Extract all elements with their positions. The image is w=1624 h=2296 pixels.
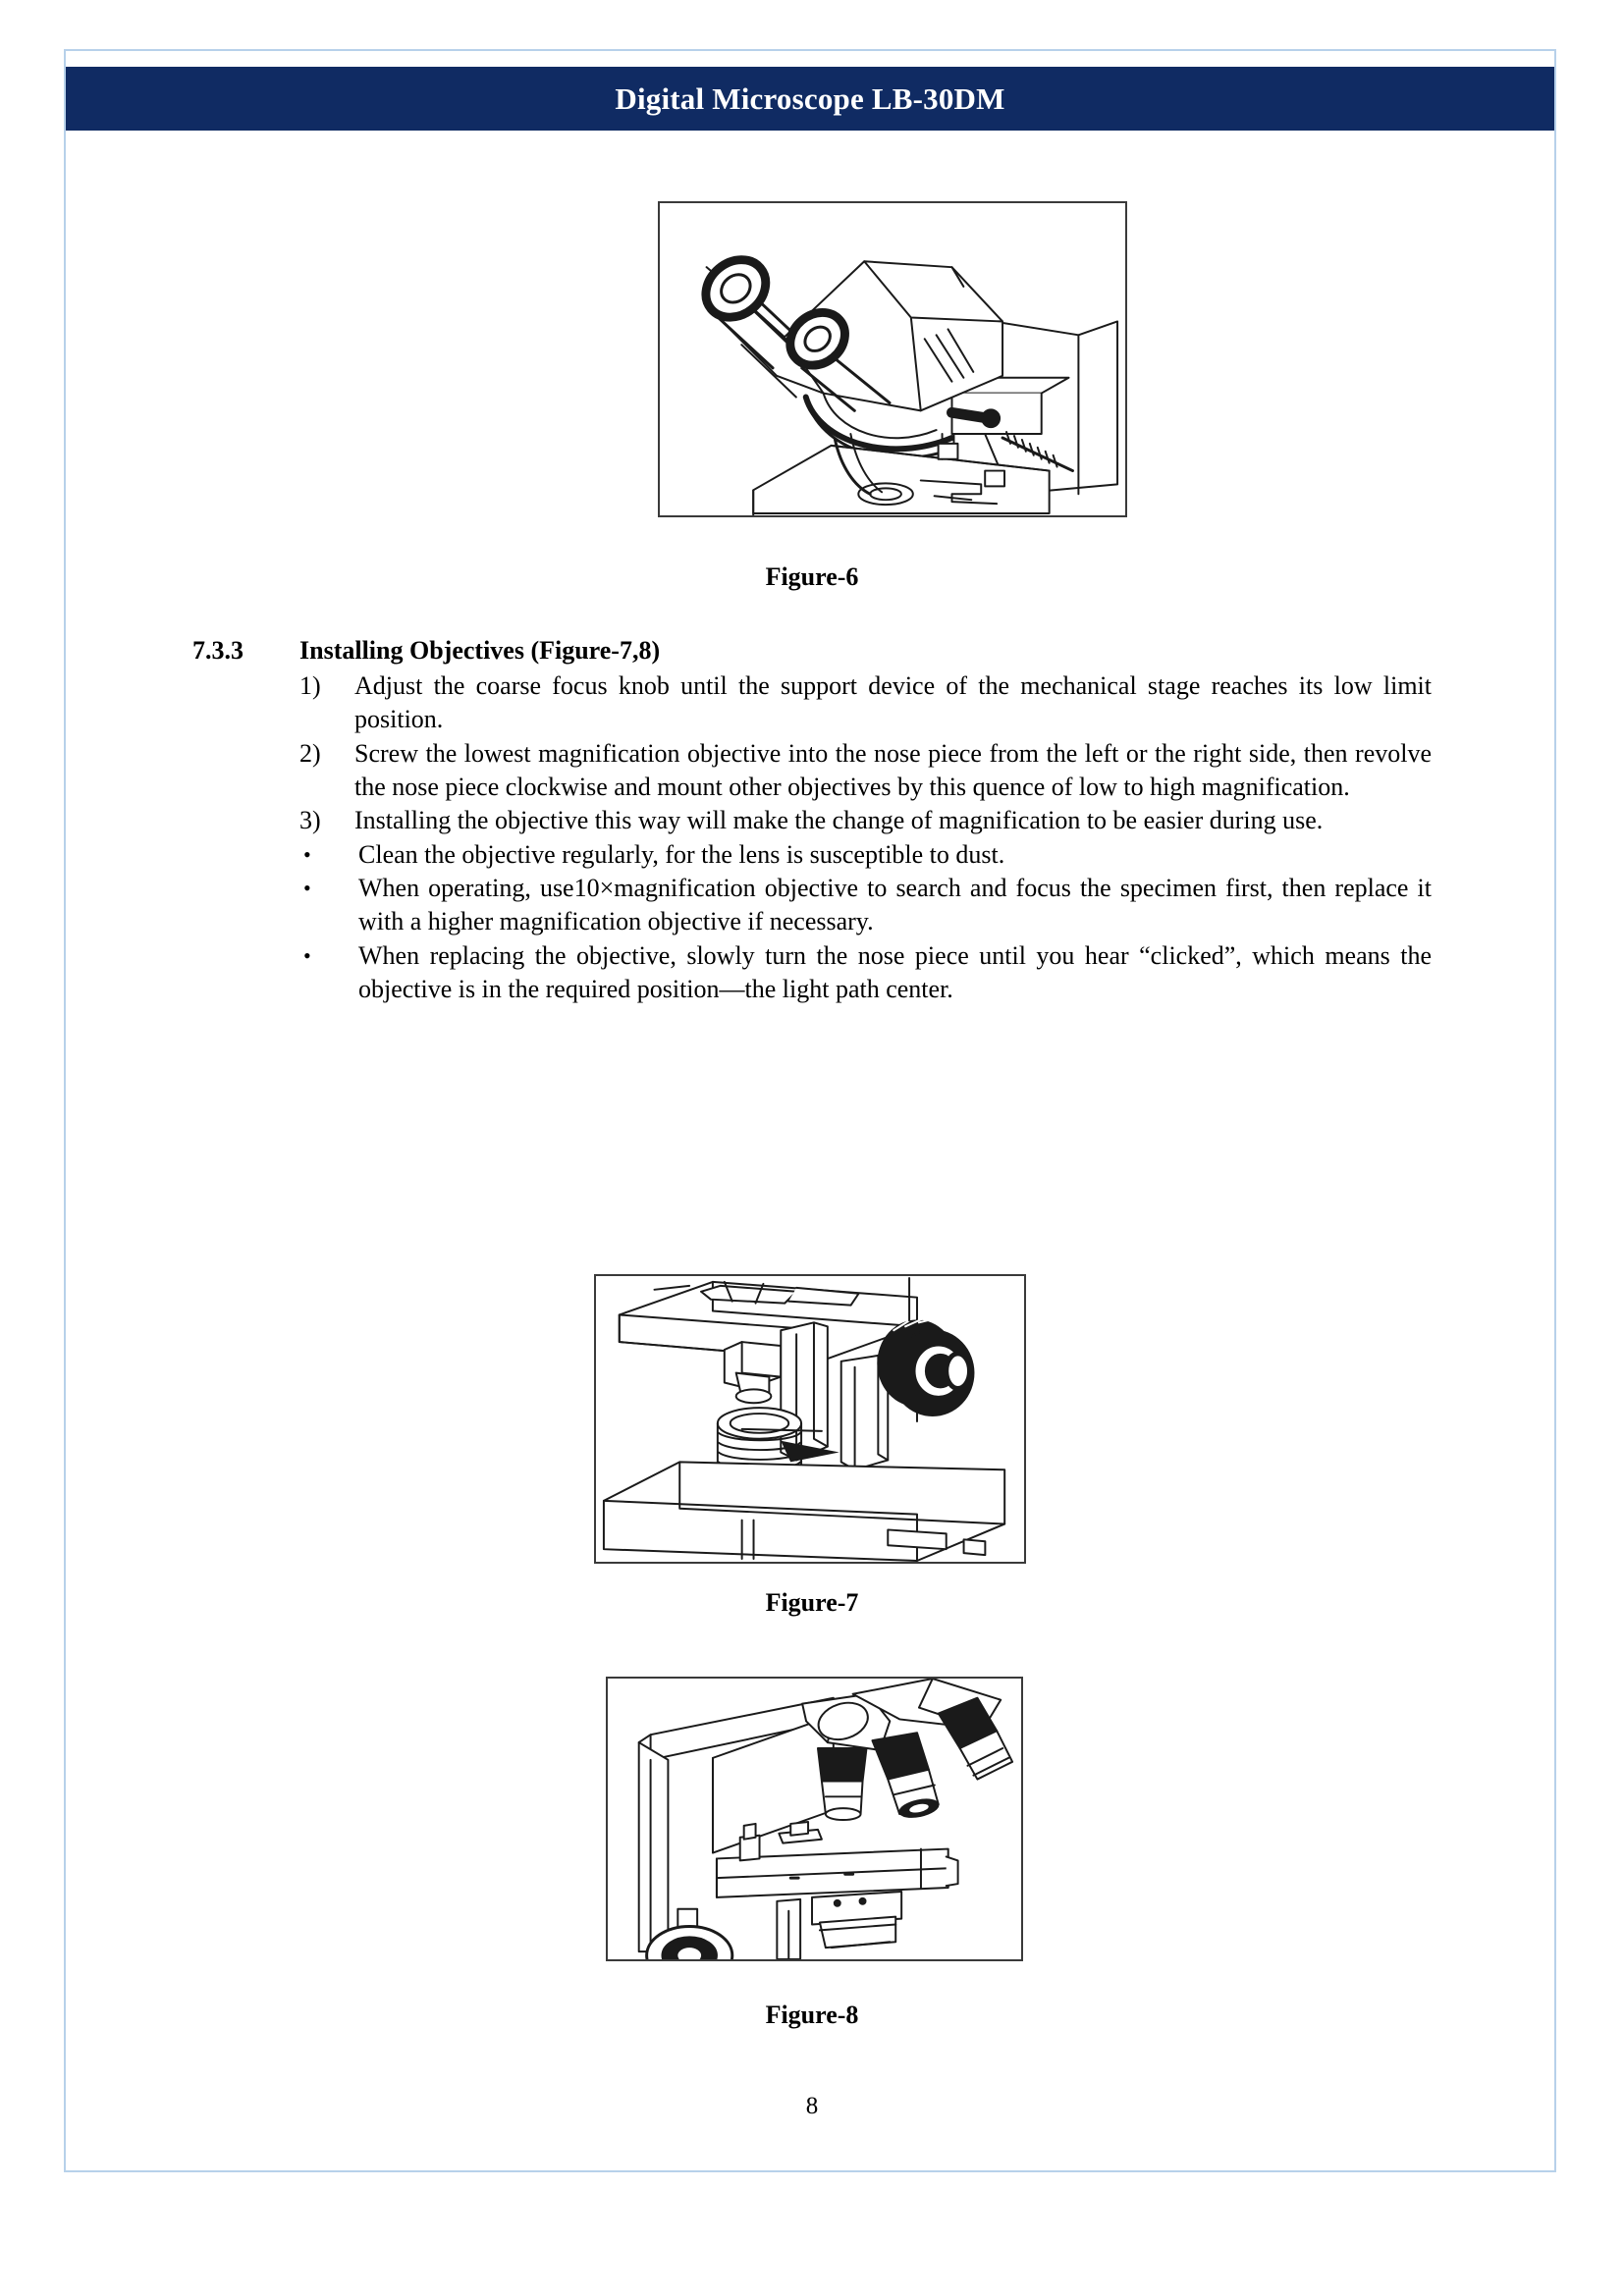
list-item (192, 939, 1432, 1007)
list-item (192, 737, 1432, 805)
list-item-text: Screw the lowest magnification objective into the nose piece from the left or the right side, then revolve the nose piece clockwise and mount other objectives by this quence of low to high magnification. (354, 738, 1432, 801)
list-item-marker: 2) (299, 738, 321, 768)
bullet-icon: • (303, 942, 311, 968)
numbered-list (192, 669, 1432, 838)
figure-6-caption: Figure-6 (765, 562, 859, 591)
list-item (192, 838, 1432, 872)
list-item (192, 872, 1432, 939)
list-item-marker: 3) (299, 806, 321, 835)
figure-8-image (606, 1677, 1023, 1961)
list-item-text: Clean the objective regularly, for the lens is susceptible to dust. (358, 839, 1005, 869)
figure-7-image (594, 1274, 1026, 1564)
list-item-marker: 1) (299, 671, 321, 700)
section-content (192, 636, 1432, 1006)
section-heading (192, 636, 1432, 666)
microscope-head-illustration (660, 203, 1125, 515)
list-item-text: Adjust the coarse focus knob until the support device of the mechanical stage reaches its low limit position. (354, 671, 1432, 734)
list-item-text: When operating, use10×magnification objective to search and focus the specimen first, then replace it with a higher magnification objective if necessary. (358, 873, 1432, 936)
section-title: Installing Objectives (Figure-7,8) (299, 636, 661, 665)
list-item (192, 804, 1432, 837)
microscope-stage-and-focus-knob-illustration (596, 1276, 1024, 1562)
document-header-banner (66, 67, 1554, 131)
figure-6-image (658, 201, 1127, 517)
figure-8-caption: Figure-8 (765, 2001, 859, 2029)
section-number: 7.3.3 (192, 636, 244, 665)
bullet-icon: • (303, 875, 311, 900)
page-title: Digital Microscope LB-30DM (615, 81, 1005, 116)
figure-7-caption: Figure-7 (765, 1588, 859, 1617)
list-item-text: Installing the objective this way will make the change of magnification to be easier during use. (354, 806, 1324, 835)
bullet-list (192, 838, 1432, 1007)
page-number: 8 (805, 2093, 819, 2119)
list-item-text: When replacing the objective, slowly turn the nose piece until you hear “clicked”, which means the objective is in the required position—the light path center. (358, 940, 1432, 1003)
bullet-icon: • (303, 841, 311, 867)
list-item (192, 669, 1432, 737)
nose-piece-with-objectives-illustration (608, 1679, 1021, 1959)
